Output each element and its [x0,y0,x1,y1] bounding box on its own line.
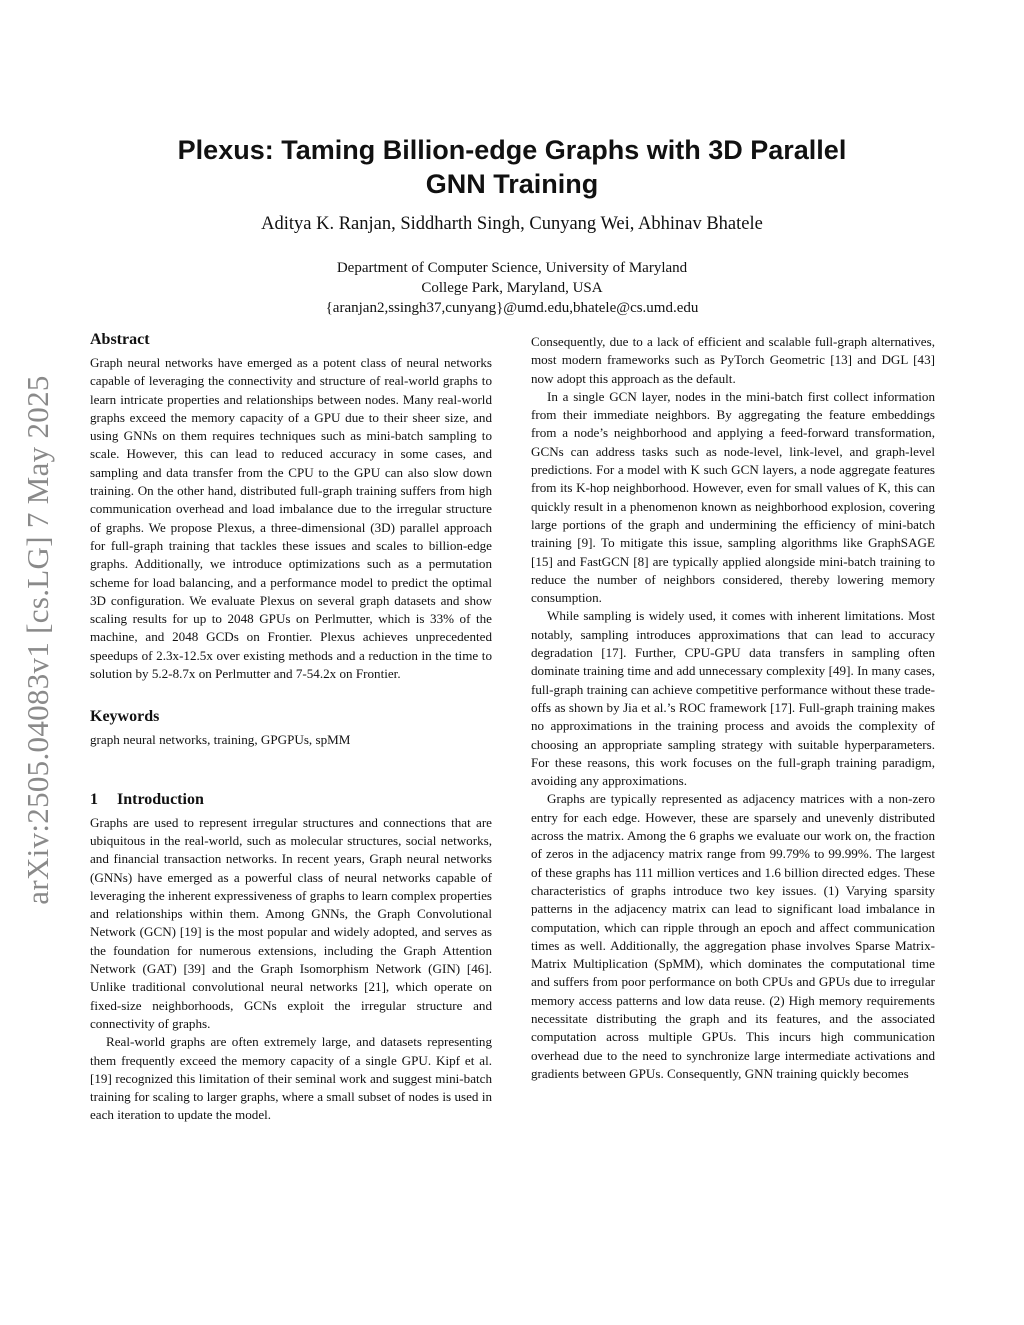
right-paragraph-3: While sampling is widely used, it comes with inherent limitations. Most notably, sampling introduces approximations that can lead to accuracy degradation [17]. Further, CPU-GPU data transfers in sampling often dominate training time and add unnecessary complexity [49]. In many cases, full-graph training can achieve competitive performance without these trade-offs as shown by Jia et al.’s ROC framework [17]. Full-graph training makes no approximations in the training process and avoids the complexity of choosing an appropriate sampling strategy with suitable hyperparameters. For these reasons, this work focuses on the full-graph training paradigm, avoiding any approximations. [531,608,935,789]
affiliation-department: Department of Computer Science, University of Maryland [336,260,688,276]
section-number: 1 [90,790,98,808]
abstract-text: Graph neural networks have emerged as a potent class of neural networks capable of leveraging the connectivity and structure of real-world graphs to learn intricate properties and relationships between nodes. Many real-world graphs exceed the memory capacity of a GPU due to their sheer size, and using GNNs on them requires techniques such as mini-batch sampling to scale. However, this can lead to reduced accuracy in some cases, and sampling and data transfer from the CPU to the GPU can also slow down training. On the other hand, distributed full-graph training suffers from high communication overhead and load imbalance due to the irregular structure of graphs. We propose Plexus, a three-dimensional (3D) parallel approach for full-graph training that tackles these issues and scales to billion-edge graphs. Additionally, we introduce optimizations such as a permutation scheme for load balancing, and a performance model to predict the optimal 3D configuration. We evaluate Plexus on several graph datasets and show scaling results for up to 2048 GPUs on Perlmutter, which is 33% of the machine, and 2048 GCDs on Frontier. Plexus achieves unprecedented speedups of 2.3x-12.5x over existing methods and a reduction in the time to solution by 5.2-8.7x on Perlmutter and 7-54.2x on Frontier. [90,355,492,682]
arxiv-side-identifier [14,350,62,930]
affiliation-emails: {aranjan2,ssingh37,cunyang}@umd.edu,bhatele@cs.umd.edu [325,300,699,316]
right-column [531,333,935,1083]
title-line-1: Plexus: Taming Billion-edge Graphs with 3D Parallel [177,135,847,165]
affiliation-location: College Park, Maryland, USA [421,280,603,296]
arxiv-id-text: arXiv:2505.04083v1 [cs.LG] 7 May 2025 [20,375,55,905]
intro-paragraph-1: Graphs are used to represent irregular structures and connections that are ubiquitous in the real-world, such as molecular structures, social networks, and financial transaction networks. In recent years, Graph neural networks (GNNs) have emerged as a powerful class of neural networks capable of leveraging the inherent expressiveness of graphs to learn complex properties and relationships within them. Among GNNs, the Graph Convolutional Network (GCN) [19] is the most popular and widely adopted, and serves as the foundation for numerous extensions, including the Graph Attention Network (GAT) [39] and the Graph Isomorphism Network (GIN) [46]. Unlike traditional convolutional neural networks [21], which operate on fixed-size neighborhoods, GCNs exploit the irregular structure and connectivity of graphs. [90,814,492,1031]
affiliation-block [200,258,824,318]
introduction-heading [90,790,492,810]
section-title: Introduction [117,790,204,808]
left-column [90,330,492,1125]
abstract-heading: Abstract [90,331,150,348]
right-paragraph-1: Consequently, due to a lack of efficient and scalable full-graph alternatives, most modern frameworks such as PyTorch Geometric [13] and DGL [43] now adopt this approach as the default. [531,334,935,386]
right-paragraph-2: In a single GCN layer, nodes in the mini-batch first collect information from their immediate neighbors. By aggregating the feature embeddings from a node’s neighborhood and applying a feed-forward transformation, GCNs can address tasks such as node-level, link-level, and graph-level predictions. For a model with K such GCN layers, a node aggregate features from its K-hop neighborhood. However, even for small values of K, this can quickly result in a phenomenon known as neighborhood explosion, covering large portions of the graph and undermining the efficiency of mini-batch training [9]. To mitigate this issue, sampling algorithms like GraphSAGE [15] and FastGCN [8] are typically applied alongside mini-batch training to reduce the number of neighbors considered, thereby lowering memory consumption. [531,388,935,606]
right-paragraph-4: Graphs are typically represented as adjacency matrices with a non-zero entry for each edge. However, these are sparsely and unevenly distributed across the matrix. Among the 6 graphs we evaluate our work on, the fraction of zeros in the adjacency matrix range from 99.79% to 99.99%. The largest of these graphs has 111 million vertices and 1.6 billion directed edges. These characteristics of graphs introduce two key issues. (1) Varying sparsity patterns in the adjacency matrix can lead to significant load imbalance in computation, which can ripple through an epoch and affect communication times as well. Additionally, the aggregation phase involves Sparse Matrix-Matrix Multiplication (SpMM), which dominates the computational time and suffers from poor performance on both CPUs and GPUs due to irregular memory access patterns and low data reuse. (2) High memory requirements necessitate distributing the graph and its features, and the associated computation across multiple GPUs. This incurs high communication overhead due to the need to synchronize large intermediate activations and gradients between GPUs. Consequently, GNN training quickly becomes [531,791,935,1081]
title-line-2: GNN Training [425,169,599,199]
author-list: Aditya K. Ranjan, Siddharth Singh, Cunyang Wei, Abhinav Bhatele [261,214,763,234]
intro-paragraph-2: Real-world graphs are often extremely large, and datasets representing them frequently exceed the memory capacity of a single GPU. Kipf et al. [19] recognized this limitation of their seminal work and suggest mini-batch training for scaling to larger graphs, where a small subset of nodes is used in each iteration to update the model. [90,1034,492,1123]
keywords-text: graph neural networks, training, GPGPUs, spMM [90,732,351,748]
keywords-heading: Keywords [90,708,160,726]
paper-title [120,133,904,201]
